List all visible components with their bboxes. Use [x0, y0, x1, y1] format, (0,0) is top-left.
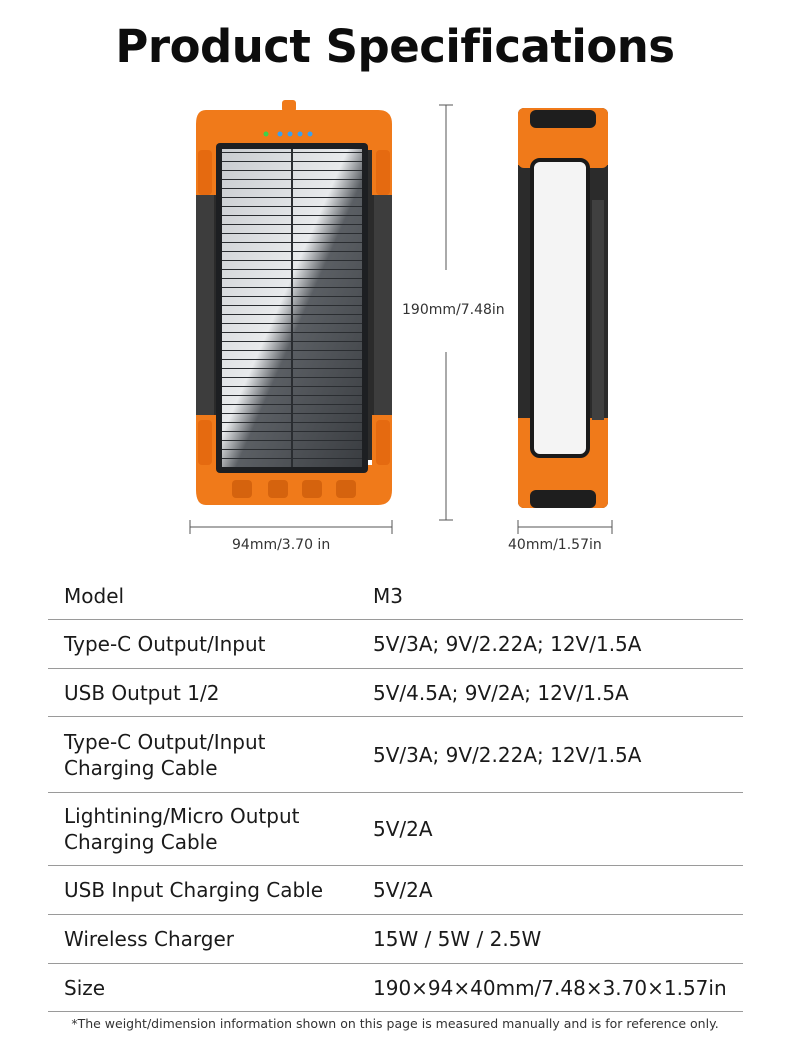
front-view — [196, 100, 392, 505]
spec-key-line: Model — [64, 584, 125, 608]
spec-value: 5V/4.5A; 9V/2A; 12V/1.5A — [373, 680, 629, 705]
product-figure — [0, 95, 790, 565]
spec-key — [48, 975, 373, 1001]
spec-key-line: USB Output 1/2 — [64, 680, 220, 705]
depth-dimension — [518, 520, 612, 534]
spec-key-line: Type-C Output/Input — [64, 729, 266, 754]
product-illustration — [0, 95, 790, 565]
led-icon — [264, 132, 269, 137]
width-dimension — [190, 520, 392, 534]
depth-label: 40mm/1.57in — [508, 537, 602, 553]
spec-key-line: Size — [64, 975, 106, 1000]
page-title: Product Specifications — [115, 20, 675, 73]
spec-value: 5V/2A — [373, 878, 433, 902]
spec-row — [48, 866, 743, 915]
height-label: 190mm/7.48in — [402, 302, 505, 318]
spec-key — [48, 680, 373, 706]
spec-row — [48, 964, 743, 1012]
spec-key — [48, 803, 373, 855]
spec-key-line: Charging Cable — [64, 755, 218, 780]
spec-row — [48, 620, 743, 669]
footnote: *The weight/dimension information shown on this page is measured manually and is for reference only. — [71, 1016, 719, 1031]
spec-key — [48, 583, 373, 609]
spec-row — [48, 793, 743, 866]
spec-row — [48, 915, 743, 964]
spec-row — [48, 669, 743, 717]
spec-key-line: Wireless Charger — [64, 927, 235, 951]
width-label: 94mm/3.70 in — [232, 537, 331, 553]
spec-key-line: Charging Cable — [64, 830, 218, 854]
spec-key-line: Type-C Output/Input — [64, 632, 266, 656]
spec-value: 5V/3A; 9V/2.22A; 12V/1.5A — [373, 632, 642, 656]
side-view — [518, 108, 608, 508]
spec-table — [48, 573, 743, 1012]
spec-key-line: USB Input Charging Cable — [64, 878, 324, 902]
spec-key — [48, 926, 373, 952]
spec-key — [48, 729, 373, 781]
spec-row — [48, 573, 743, 620]
flashlight-strip — [532, 160, 588, 456]
spec-row — [48, 717, 743, 793]
spec-key — [48, 877, 373, 903]
spec-value: 5V/2A — [373, 817, 433, 841]
spec-value: 190×94×40mm/7.48×3.70×1.57in — [373, 975, 727, 1000]
spec-key — [48, 631, 373, 657]
power-button-icon — [282, 100, 296, 112]
spec-value: 5V/3A; 9V/2.22A; 12V/1.5A — [373, 742, 642, 767]
spec-value: M3 — [373, 584, 403, 608]
spec-value: 15W / 5W / 2.5W — [373, 927, 542, 951]
spec-key-line: Lightining/Micro Output — [64, 804, 300, 828]
